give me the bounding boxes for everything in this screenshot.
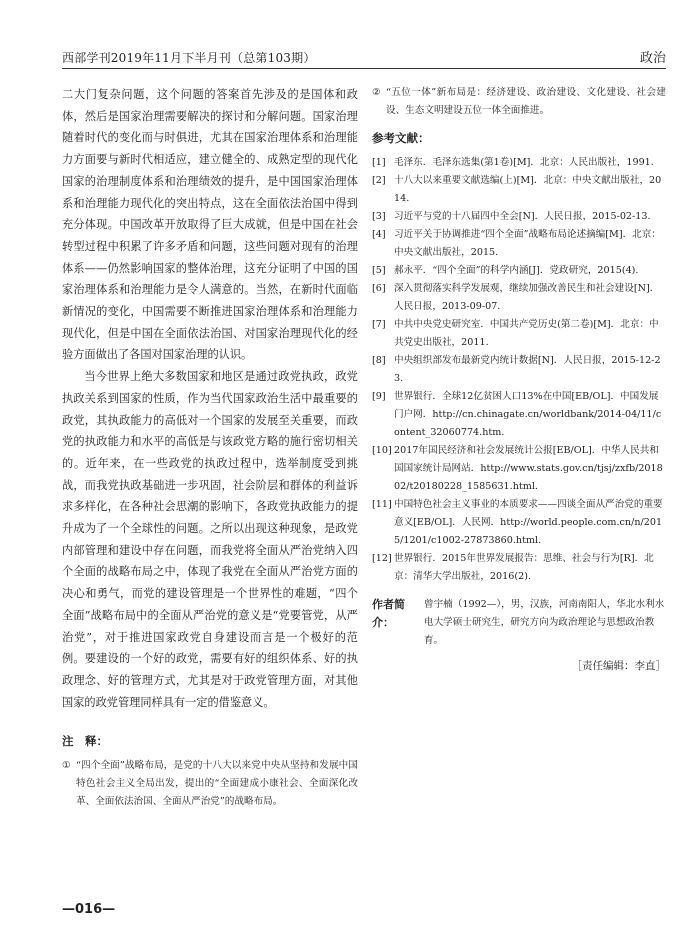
reference-item	[372, 154, 666, 172]
note-2-marker: ②	[372, 87, 381, 98]
author-bio-text: 曾宇楠（1992—），男，汉族，河南南阳人，华北水利水电大学硕士研究生，研究方向为政治理论与思想政治教育。	[424, 598, 665, 646]
reference-number: [5]	[372, 264, 386, 276]
reference-number: [3]	[372, 210, 386, 222]
reference-number: [12]	[372, 552, 392, 564]
responsible-editor: ［责任编辑：李直］	[571, 659, 666, 672]
reference-text: 十八大以来重要文献选编(上)[M]．北京：中央文献出版社，2014.	[394, 174, 662, 204]
reference-text: 习近平关于协调推进“四个全面”战略布局论述摘编[M]．北京：中央文献出版社，2015.	[394, 228, 661, 258]
reference-number: [11]	[372, 498, 392, 510]
reference-text: 中共中央党史研究室．中国共产党历史(第二卷)[M]．北京：中共党史出版社，2011.	[394, 318, 659, 348]
reference-item	[372, 316, 666, 352]
note-1-text: “四个全面”战略布局，是党的十八大以来党中央从坚持和发展中国特色社会主义全局出发，提出的“全面建成小康社会、全面深化改革、全面依法治国、全面从严治党”的战略布局。	[76, 760, 358, 808]
reference-text: 中国特色社会主义事业的本质要求——四谈全面从严治党的重要意义[EB/OL]．人民网．http://world.people.com.cn/n/2015/1201/c1002-27873860.html.	[394, 498, 663, 546]
note-1	[62, 757, 358, 811]
author-bio-label: 作者简介：	[372, 597, 405, 629]
page-header	[62, 42, 666, 69]
reference-item	[372, 280, 666, 316]
notes-title: 注 释：	[62, 734, 108, 749]
reference-text: 深入贯彻落实科学发展观，继续加强改善民生和社会建设[N]．人民日报，2013-09-07.	[394, 282, 660, 312]
reference-number: [1]	[372, 156, 386, 168]
reference-item	[372, 388, 666, 442]
reference-text: 世界银行．全球12亿贫困人口13%在中国[EB/OL]．中国发展门户网．http://cn.chinagate.cn/worldbank/2014-04/11/content_32060774.htm.	[394, 390, 662, 438]
right-column	[372, 84, 666, 677]
references-title: 参考文献：	[372, 131, 430, 145]
reference-item	[372, 226, 666, 262]
reference-item	[372, 442, 666, 496]
left-column	[62, 84, 358, 811]
note-2	[372, 84, 666, 120]
body-paragraph-1: 二大门复杂问题，这个问题的答案首先涉及的是国体和政体，然后是国家治理需要解决的探讨和分解问题。国家治理随着时代的变化而与时俱进，尤其在国家治理体系和治理能力方面要与新时代相适应，建立健全的、成熟定型的现代化国家的治理制度体系和治理绩效的提升，是中国国家治理体系和治理能力现代化的突出特点，这在全面依法治国中得到充分体现。中国改革开放取得了巨大成就，但是中国在社会转型过程中积累了许多矛盾和问题，这些问题对现有的治理体系——仍然影响国家的整体治理，这充分证明了中国的国家治理体系和治理能力是令人满意的。当然，在新时代面临新情况的变化，中国需要不断推进国家治理体系和治理能力现代化，但是中国在全面依法治国、对国家治理现代化的经验方面做出了各国对国家治理的认识。	[62, 88, 358, 362]
reference-number: [9]	[372, 390, 386, 402]
reference-number: [4]	[372, 228, 386, 240]
note-2-text: “五位一体”新布局是：经济建设、政治建设、文化建设、社会建设、生态文明建设五位一体全面推进。	[386, 87, 666, 116]
reference-text: 毛泽东．毛泽东选集(第1卷)[M]．北京：人民出版社，1991.	[394, 156, 654, 168]
reference-text: 习近平与党的十八届四中全会[N]．人民日报，2015-02-13.	[394, 210, 651, 222]
page-number: —016—	[62, 902, 116, 917]
reference-item	[372, 262, 666, 280]
reference-number: [7]	[372, 318, 386, 330]
reference-item	[372, 550, 666, 586]
reference-text: 中央组织部发布最新党内统计数据[N]．人民日报，2015-12-23.	[394, 354, 661, 384]
reference-text: 郝永平．“四个全面”的科学内涵[J]．党政研究，2015(4).	[394, 264, 639, 276]
reference-item	[372, 496, 666, 550]
reference-item	[372, 352, 666, 388]
author-bio	[372, 596, 666, 650]
note-1-marker: ①	[62, 760, 71, 772]
section-name: 政治	[639, 51, 666, 66]
reference-text: 2017年国民经济和社会发展统计公报[EB/OL]．中华人民共和国国家统计局网站．http://www.stats.gov.cn/tjsj/zxfb/201802/t20180228_1585631.html.	[394, 444, 663, 492]
reference-number: [2]	[372, 174, 386, 186]
reference-number: [8]	[372, 354, 386, 366]
reference-number: [6]	[372, 282, 386, 294]
reference-number: [10]	[372, 444, 392, 456]
reference-item	[372, 172, 666, 208]
journal-issue-title: 西部学刊2019年11月下半月刊（总第103期）	[62, 51, 316, 65]
reference-item	[372, 208, 666, 226]
body-paragraph-2: 当今世界上绝大多数国家和地区是通过政党执政，政党执政关系到国家的性质，作为当代国家政治生活中最重要的政党，其执政能力的高低对一个国家的发展至关重要，而政党的执政能力和水平的高低是与该政党方略的施行密切相关的。近年来，在一些政党的执政过程中，选举制度受到挑战，而我党执政基础进一步巩固，社会阶层和群体的利益诉求多样化，在各种社会思潮的影响下，各政党执政能力的提升成为了一个全球性的问题。之所以出现这种现象，是政党内部管理和建设中存在问题，而我党将全面从严治党纳入四个全面的战略布局之中，体现了我党在全面从严治党方面的决心和勇气，而党的建设管理是一个世界性的难题，“四个全面”战略布局中的全面从严治党的意义是“党要管党，从严治党”，对于推进国家政党自身建设而言是一个极好的范例。要建设的一个好的政党，需要有好的组织体系、好的执政理念、好的管理方式，尤其是对于政党管理方面，对其他国家的政党管理同样具有一定的借鉴意义。	[62, 370, 358, 709]
reference-text: 世界银行．2015年世界发展报告：思维、社会与行为[R]．北京：清华大学出版社，2016(2).	[394, 552, 654, 582]
